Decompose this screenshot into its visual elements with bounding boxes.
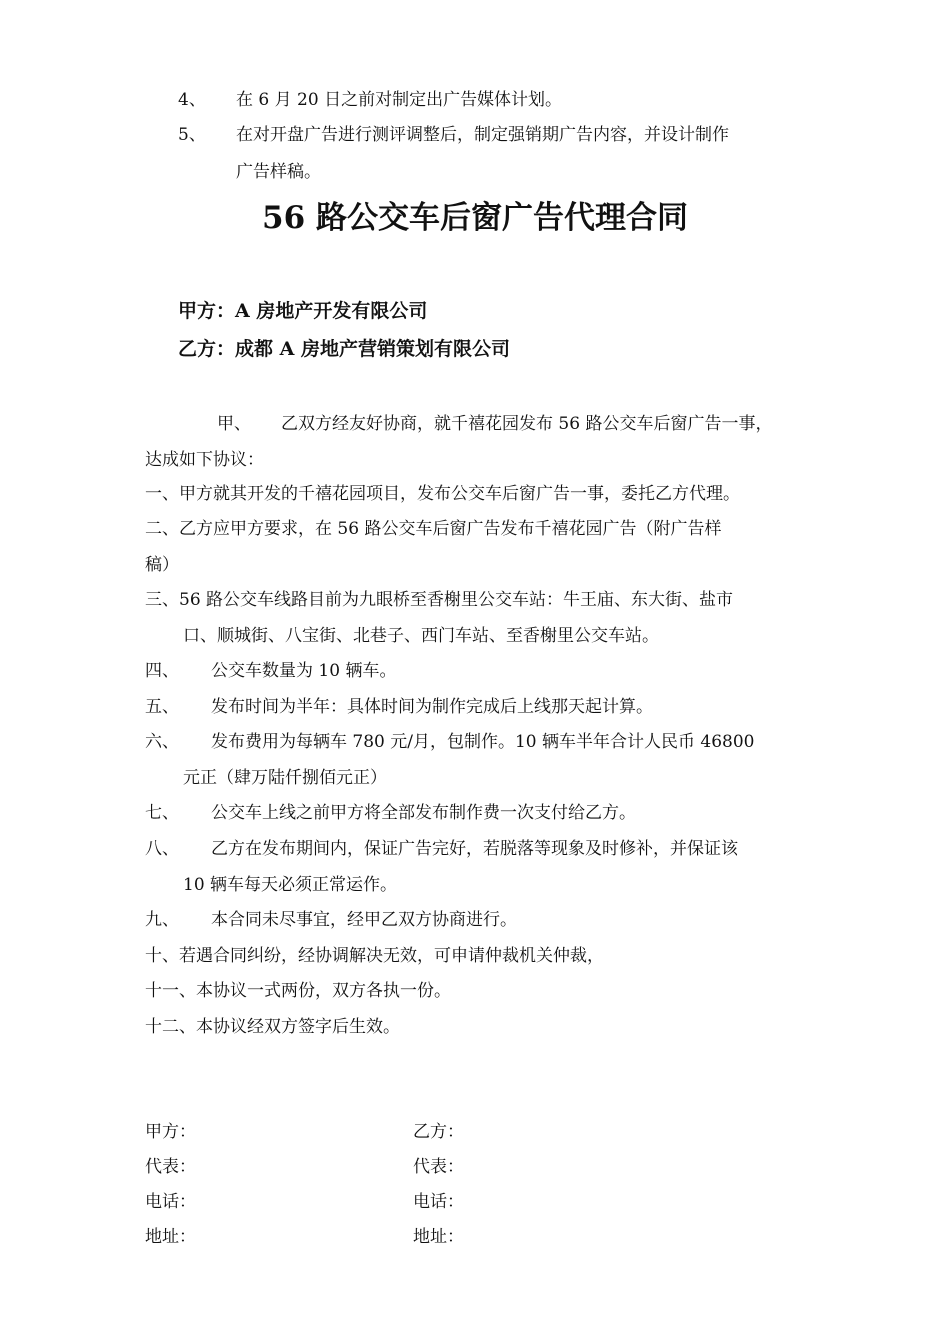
list-item-4-text: 在 6 月 20 日之前对制定出广告媒体计划。 bbox=[236, 90, 563, 110]
party-a: 甲方：A 房地产开发有限公司 bbox=[178, 300, 428, 322]
contract-title: 56 路公交车后窗广告代理合同 bbox=[262, 200, 688, 236]
clause-8-continuation: 10 辆车每天必须正常运作。 bbox=[183, 875, 398, 895]
list-item-4-number: 4、 bbox=[178, 90, 206, 110]
signature-phone-b-label: 电话： bbox=[413, 1192, 464, 1212]
clause-10: 十、若遇合同纠纷，经协调解决无效，可申请仲裁机关仲裁， bbox=[145, 946, 604, 966]
clause-5-number: 五、 bbox=[145, 697, 179, 717]
intro-jia: 甲、 bbox=[217, 414, 251, 434]
clause-7-number: 七、 bbox=[145, 803, 179, 823]
clause-6: 发布费用为每辆车 780 元/月，包制作。10 辆车半年合计人民币 46800 bbox=[211, 732, 755, 752]
signature-party-b-label: 乙方： bbox=[413, 1122, 464, 1142]
clause-9-number: 九、 bbox=[145, 910, 179, 930]
clause-11: 十一、本协议一式两份，双方各执一份。 bbox=[145, 981, 451, 1001]
clause-3: 三、56 路公交车线路目前为九眼桥至香榭里公交车站：牛王庙、东大街、盐市 bbox=[145, 590, 734, 610]
list-item-5-number: 5、 bbox=[178, 125, 206, 145]
clause-2-continuation: 稿） bbox=[145, 555, 179, 575]
list-item-5-continuation: 广告样稿。 bbox=[236, 162, 321, 182]
clause-3-continuation: 口、顺城街、八宝街、北巷子、西门车站、至香榭里公交车站。 bbox=[183, 626, 659, 646]
signature-address-b-label: 地址： bbox=[413, 1227, 464, 1247]
list-item-5-text: 在对开盘广告进行测评调整后，制定强销期广告内容，并设计制作 bbox=[236, 125, 729, 145]
clause-12: 十二、本协议经双方签字后生效。 bbox=[145, 1017, 400, 1037]
clause-6-number: 六、 bbox=[145, 732, 179, 752]
clause-6-continuation: 元正（肆万陆仟捌佰元正） bbox=[183, 768, 387, 788]
clause-5: 发布时间为半年：具体时间为制作完成后上线那天起计算。 bbox=[211, 697, 653, 717]
signature-rep-b-label: 代表： bbox=[413, 1157, 464, 1177]
clause-2: 二、乙方应甲方要求，在 56 路公交车后窗广告发布千禧花园广告（附广告样 bbox=[145, 519, 722, 539]
intro-text: 乙双方经友好协商，就千禧花园发布 56 路公交车后窗广告一事， bbox=[281, 414, 773, 434]
signature-address-a-label: 地址： bbox=[145, 1227, 196, 1247]
clause-4: 公交车数量为 10 辆车。 bbox=[211, 661, 397, 681]
party-b: 乙方：成都 A 房地产营销策划有限公司 bbox=[178, 338, 510, 360]
clause-9: 本合同未尽事宜，经甲乙双方协商进行。 bbox=[211, 910, 517, 930]
signature-phone-a-label: 电话： bbox=[145, 1192, 196, 1212]
clause-8-number: 八、 bbox=[145, 839, 179, 859]
clause-1: 一、甲方就其开发的千禧花园项目，发布公交车后窗广告一事，委托乙方代理。 bbox=[145, 484, 740, 504]
clause-7: 公交车上线之前甲方将全部发布制作费一次支付给乙方。 bbox=[211, 803, 636, 823]
clause-8: 乙方在发布期间内，保证广告完好，若脱落等现象及时修补，并保证该 bbox=[211, 839, 738, 859]
clause-4-number: 四、 bbox=[145, 661, 179, 681]
intro-continuation: 达成如下协议： bbox=[145, 450, 264, 470]
signature-rep-a-label: 代表： bbox=[145, 1157, 196, 1177]
signature-party-a-label: 甲方： bbox=[145, 1122, 196, 1142]
